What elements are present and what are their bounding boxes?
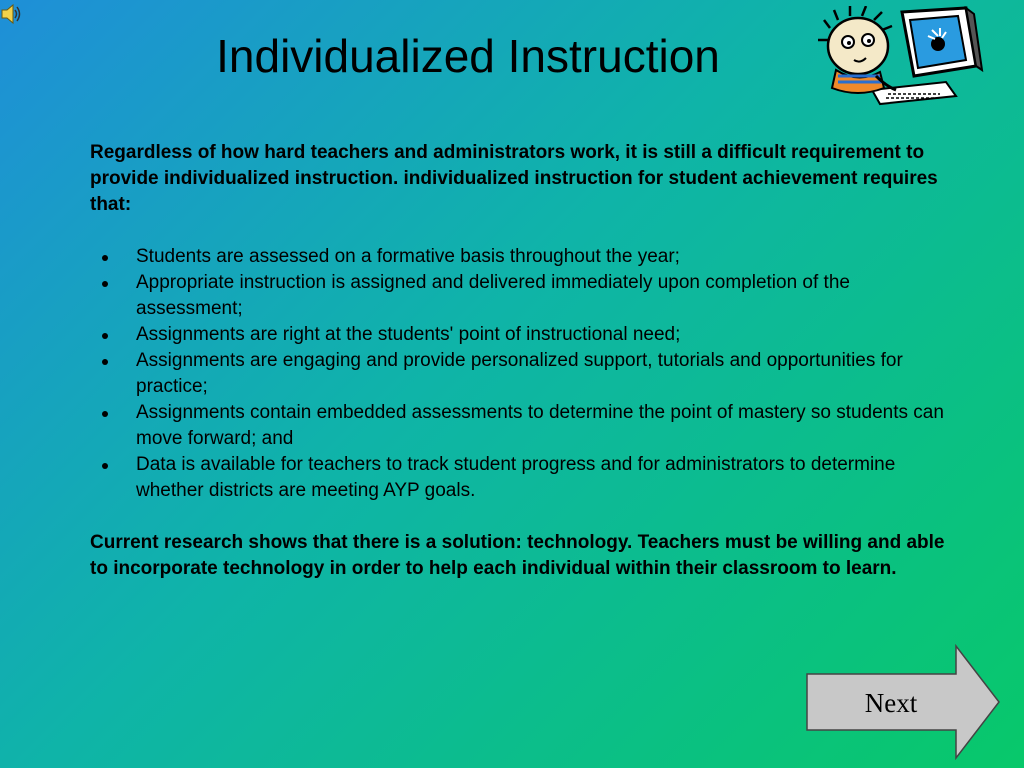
- next-button-label: Next: [864, 688, 918, 718]
- slide-body: [90, 140, 960, 582]
- bullet-icon: [102, 281, 108, 287]
- bullet-icon: [102, 333, 108, 339]
- list-item: Students are assessed on a formative basis throughout the year;: [90, 244, 960, 270]
- conclusion-paragraph: Current research shows that there is a solution: technology. Teachers must be willing and able to incorporate technology in order to help each individual within their classroom to learn.: [90, 532, 945, 579]
- list-item: Assignments are right at the students' point of instructional need;: [90, 322, 960, 348]
- bullet-icon: [102, 359, 108, 365]
- list-item: Assignments are engaging and provide personalized support, tutorials and opportunities for practice;: [90, 348, 960, 400]
- list-item: Data is available for teachers to track student progress and for administrators to determine whether districts are meeting AYP goals.: [90, 452, 960, 504]
- bullet-icon: [102, 255, 108, 261]
- requirements-list: [90, 244, 960, 504]
- list-item: Assignments contain embedded assessments to determine the point of mastery so students can move forward; and: [90, 400, 960, 452]
- next-button[interactable]: [806, 644, 1002, 760]
- bullet-icon: [102, 463, 108, 469]
- slide-title: Individualized Instruction: [216, 30, 720, 82]
- student-computer-clipart: [816, 6, 984, 108]
- bullet-icon: [102, 411, 108, 417]
- list-item: Appropriate instruction is assigned and delivered immediately upon completion of the assessment;: [90, 270, 960, 322]
- intro-paragraph: Regardless of how hard teachers and administrators work, it is still a difficult requirement to provide individualized instruction. individualized instruction for student achievement requires that:: [90, 142, 938, 215]
- speaker-icon[interactable]: [0, 2, 22, 26]
